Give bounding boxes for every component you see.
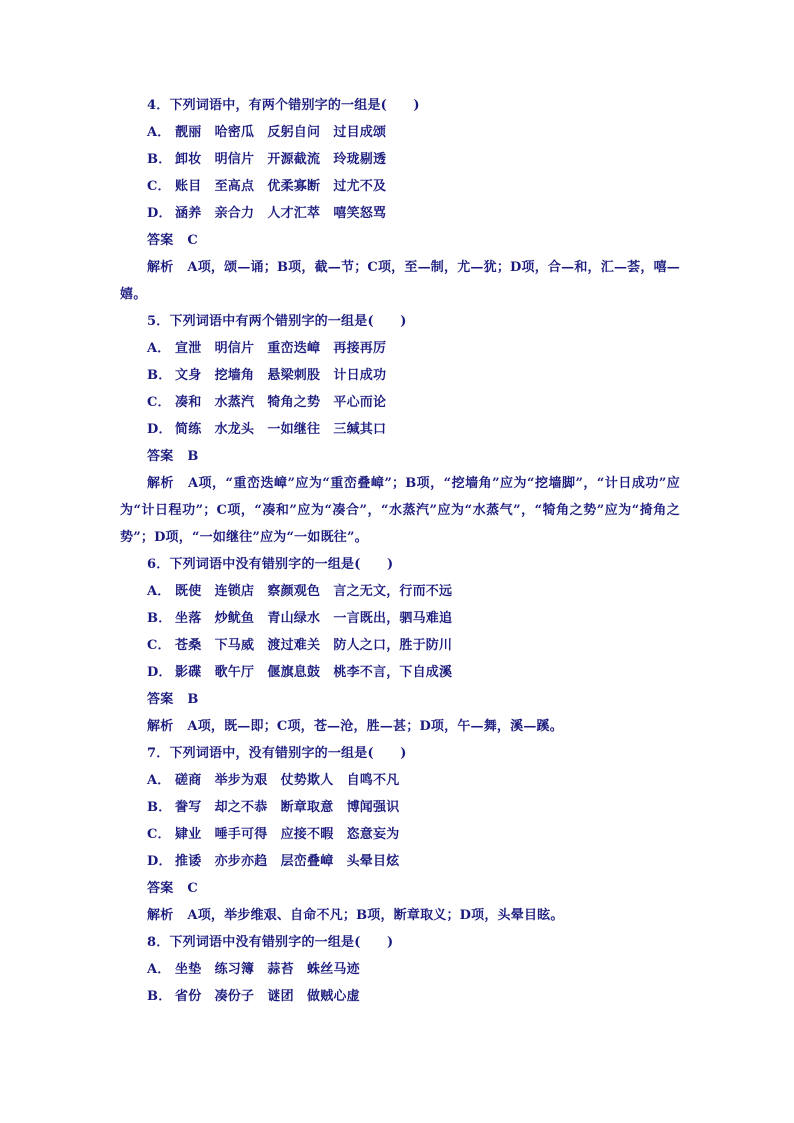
option-text: 肄业 唾手可得 应接不暇 恣意妄为 xyxy=(175,827,400,842)
option-d xyxy=(120,416,680,443)
option-label: C． xyxy=(147,395,171,410)
option-text: 卸妆 明信片 开源截流 玲珑剔透 xyxy=(175,152,387,167)
analysis-label: 解析 xyxy=(147,719,174,734)
analysis-text: A项，既—即；C项，苍—沧，胜—甚；D项，午—舞，溪—蹊。 xyxy=(187,719,563,734)
question-stem: 4．下列词语中，有两个错别字的一组是( ) xyxy=(147,98,420,113)
option-b xyxy=(120,605,680,632)
answer-value: B xyxy=(187,449,199,464)
option-a xyxy=(120,578,680,605)
option-d xyxy=(120,200,680,227)
option-text: 坐垫 练习簿 蒜苔 蛛丝马迹 xyxy=(175,962,360,977)
option-d xyxy=(120,848,680,875)
option-label: A． xyxy=(147,584,171,599)
analysis-paragraph xyxy=(120,254,680,308)
answer-line xyxy=(120,875,680,902)
option-label: D． xyxy=(147,854,172,869)
option-label: A． xyxy=(147,773,171,788)
option-b xyxy=(120,983,680,1010)
analysis-paragraph xyxy=(120,470,680,551)
option-label: C． xyxy=(147,638,171,653)
question-stem: 7．下列词语中，没有错别字的一组是( ) xyxy=(147,746,407,761)
option-text: 推诿 亦步亦趋 层峦叠嶂 头晕目炫 xyxy=(175,854,400,869)
option-text: 宣泄 明信片 重峦迭嶂 再接再厉 xyxy=(175,341,387,356)
option-label: D． xyxy=(147,206,172,221)
option-label: C． xyxy=(147,179,171,194)
option-a xyxy=(120,956,680,983)
option-text: 影碟 歌午厅 偃旗息鼓 桃李不言，下自成溪 xyxy=(175,665,453,680)
option-b xyxy=(120,794,680,821)
option-label: B． xyxy=(147,989,172,1004)
option-text: 誊写 却之不恭 断章取意 博闻强识 xyxy=(175,800,400,815)
option-label: A． xyxy=(147,125,171,140)
option-label: B． xyxy=(147,800,172,815)
option-a xyxy=(120,119,680,146)
option-label: A． xyxy=(147,962,171,977)
option-c xyxy=(120,632,680,659)
option-c xyxy=(120,821,680,848)
option-text: 靓丽 哈密瓜 反躬自问 过目成颂 xyxy=(175,125,387,140)
option-text: 凑和 水蒸汽 犄角之势 平心而论 xyxy=(175,395,387,410)
option-text: 苍桑 下马威 渡过难关 防人之口，胜于防川 xyxy=(175,638,453,653)
option-b xyxy=(120,146,680,173)
option-b xyxy=(120,362,680,389)
option-text: 文身 挖墙角 悬梁刺股 计日成功 xyxy=(175,368,387,383)
option-label: A． xyxy=(147,341,171,356)
option-c xyxy=(120,389,680,416)
analysis-label: 解析 xyxy=(147,908,174,923)
answer-label: 答案 xyxy=(147,233,174,248)
answer-line xyxy=(120,443,680,470)
question-stem: 6．下列词语中没有错别字的一组是( ) xyxy=(147,557,394,572)
option-text: 涵养 亲合力 人才汇萃 嘻笑怒骂 xyxy=(175,206,387,221)
option-a xyxy=(120,335,680,362)
analysis-text: A项，颂—诵；B项，截—节；C项，至—制，尤—犹；D项，合—和，汇—荟，嘻—嬉。 xyxy=(120,260,680,302)
analysis-text: A项，“重峦迭嶂”应为“重峦叠嶂”；B项，“挖墙角”应为“挖墙脚”，“计日成功”应为“计日程功”；C项，“凑和”应为“凑合”，“水蒸汽”应为“水蒸气”，“犄角之势”应为“掎角之势”；D项，“一如继往”应为“一如既往”。 xyxy=(120,476,680,545)
option-text: 简练 水龙头 一如继往 三缄其口 xyxy=(175,422,387,437)
option-text: 既使 连锁店 察颜观色 言之无文，行而不远 xyxy=(175,584,453,599)
analysis-text: A项，举步维艰、自命不凡；B项，断章取义；D项，头晕目眩。 xyxy=(187,908,564,923)
analysis-paragraph xyxy=(120,902,680,929)
answer-line xyxy=(120,227,680,254)
analysis-label: 解析 xyxy=(147,260,174,275)
answer-label: 答案 xyxy=(147,881,174,896)
option-label: D． xyxy=(147,665,172,680)
option-c xyxy=(120,173,680,200)
option-label: B． xyxy=(147,152,172,167)
option-text: 磋商 举步为艰 仗势欺人 自鸣不凡 xyxy=(175,773,400,788)
answer-value: B xyxy=(187,692,199,707)
option-label: B． xyxy=(147,611,172,626)
option-text: 坐落 炒鱿鱼 青山绿水 一言既出，驷马难追 xyxy=(175,611,453,626)
option-label: C． xyxy=(147,827,171,842)
question-stem: 8．下列词语中没有错别字的一组是( ) xyxy=(147,935,394,950)
answer-value: C xyxy=(187,233,198,248)
option-label: B． xyxy=(147,368,172,383)
analysis-label: 解析 xyxy=(147,476,174,491)
analysis-paragraph xyxy=(120,713,680,740)
option-label: D． xyxy=(147,422,172,437)
option-text: 账目 至高点 优柔寡断 过尤不及 xyxy=(175,179,387,194)
answer-line xyxy=(120,686,680,713)
option-text: 省份 凑份子 谜团 做贼心虚 xyxy=(175,989,360,1004)
answer-label: 答案 xyxy=(147,449,174,464)
option-a xyxy=(120,767,680,794)
question-list xyxy=(120,92,680,1010)
option-d xyxy=(120,659,680,686)
question-stem: 5．下列词语中有两个错别字的一组是( ) xyxy=(147,314,407,329)
answer-value: C xyxy=(187,881,198,896)
answer-label: 答案 xyxy=(147,692,174,707)
